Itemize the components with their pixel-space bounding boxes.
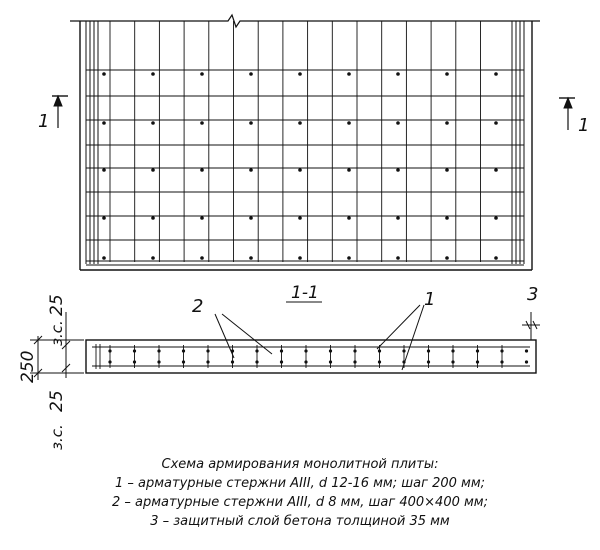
mesh-bar-dot	[102, 121, 106, 125]
section-bar-dot	[451, 349, 454, 352]
mesh-bar-dot	[151, 72, 155, 76]
mesh-bar-dot	[347, 72, 351, 76]
mesh-bar-dot	[151, 256, 155, 260]
mesh-bar-dot	[102, 72, 106, 76]
mesh-bar-dot	[347, 256, 351, 260]
section-bar-dot	[402, 349, 405, 352]
section-bar-dot	[427, 360, 430, 363]
mesh-bar-dot	[347, 121, 351, 125]
mesh-bar-dot	[249, 216, 253, 220]
section-bar-dot	[500, 360, 503, 363]
mesh-bar-dot	[200, 168, 204, 172]
section-bar-dot	[427, 349, 430, 352]
section-bar-dot	[255, 349, 258, 352]
section-bar-dot	[231, 360, 234, 363]
slab-section	[86, 305, 540, 373]
mesh-bar-dot	[298, 216, 302, 220]
callout-2-label: 2	[192, 296, 204, 317]
section-bar-dot	[353, 360, 356, 363]
dim-cover-top: 25	[47, 294, 67, 316]
section-title: 1-1	[291, 283, 319, 303]
callout-3-label: 3	[527, 284, 539, 305]
mesh-bar-dot	[200, 121, 204, 125]
section-bar-dot	[255, 360, 258, 363]
section-bar-dot	[304, 349, 307, 352]
mesh-bar-dot	[200, 256, 204, 260]
mesh-bar-dot	[151, 121, 155, 125]
mesh-bar-dot	[396, 168, 400, 172]
dim-thickness: 250	[18, 350, 38, 383]
leader-1b	[402, 305, 424, 370]
mesh-bar-dot	[249, 72, 253, 76]
section-bars	[96, 344, 528, 369]
mesh-bar-dot	[151, 216, 155, 220]
section-marker-right-label: 1	[578, 115, 590, 136]
section-bar-dot	[476, 349, 479, 352]
section-bar-dot	[157, 349, 160, 352]
mesh-bar-dot	[494, 121, 498, 125]
mesh-bar-dot	[249, 256, 253, 260]
section-bar-dot	[329, 360, 332, 363]
caption-title: Схема армирования монолитной плиты:	[161, 457, 439, 472]
caption-item-3: 3 – защитный слой бетона толщиной 35 мм	[150, 514, 450, 529]
mesh-bar-dot	[494, 216, 498, 220]
caption	[0, 455, 600, 531]
mesh-bar-dot	[494, 168, 498, 172]
mesh-bar-dot	[347, 216, 351, 220]
mesh-bar-dot	[102, 216, 106, 220]
plan-mesh	[86, 21, 524, 265]
break-line	[70, 15, 540, 27]
mesh-bar-dot	[494, 256, 498, 260]
caption-item-2: 2 – арматурные стержни AIII, d 8 мм, шаг 400×400 мм;	[112, 495, 488, 510]
mesh-bar-dot	[396, 72, 400, 76]
section-bar-dot	[108, 349, 111, 352]
mesh-bar-dot	[200, 72, 204, 76]
mesh-bar-dot	[298, 168, 302, 172]
mesh-bar-dot	[249, 121, 253, 125]
mesh-bar-dot	[298, 121, 302, 125]
section-bar-dot	[378, 349, 381, 352]
section-bar-dot	[206, 360, 209, 363]
mesh-bar-dot	[298, 256, 302, 260]
section-bar-dot	[133, 360, 136, 363]
slab-section-outline	[86, 340, 536, 373]
section-bar-dot	[500, 349, 503, 352]
leader-1a	[377, 305, 420, 349]
section-marker-left	[52, 96, 68, 128]
section-bar-dot	[108, 360, 111, 363]
mesh-bar-dot	[445, 72, 449, 76]
mesh-bar-dot	[445, 121, 449, 125]
mesh-bar-dot	[200, 216, 204, 220]
dim-cover-top-label: з.с.	[48, 320, 66, 346]
mesh-bar-dot	[396, 121, 400, 125]
callout-1-label: 1	[424, 289, 436, 310]
section-bar-dot	[206, 349, 209, 352]
mesh-bar-dot	[445, 168, 449, 172]
mesh-bar-dot	[102, 168, 106, 172]
caption-item-1: 1 – арматурные стержни AIII, d 12-16 мм; шаг 200 мм;	[114, 476, 486, 491]
section-bar-dot	[133, 349, 136, 352]
mesh-bar-dot	[102, 256, 106, 260]
section-bar-dot	[280, 349, 283, 352]
mesh-bar-dot	[151, 168, 155, 172]
mesh-bar-dot	[494, 72, 498, 76]
section-bar-dot	[353, 349, 356, 352]
section-bar-dot	[157, 360, 160, 363]
mesh-bar-dot	[396, 256, 400, 260]
section-bar-dot	[182, 349, 185, 352]
dim-cover-bottom: 25	[47, 390, 67, 412]
section-marker-right	[559, 98, 575, 130]
slab-plan	[70, 15, 540, 270]
mesh-bar-dot	[396, 216, 400, 220]
leader-2a	[215, 314, 234, 358]
section-bar-dot	[304, 360, 307, 363]
mesh-bar-dot	[445, 216, 449, 220]
section-bar-dot	[525, 360, 528, 363]
mesh-bar-dot	[298, 72, 302, 76]
mesh-bar-dot	[445, 256, 449, 260]
dim-cover-bottom-label: з.с.	[48, 424, 66, 450]
section-bar-dot	[525, 349, 528, 352]
section-bar-dot	[476, 360, 479, 363]
mesh-bar-dot	[249, 168, 253, 172]
section-marker-left-label: 1	[38, 111, 50, 132]
section-bar-dot	[451, 360, 454, 363]
mesh-bar-dot	[347, 168, 351, 172]
section-bar-dot	[329, 349, 332, 352]
section-bar-dot	[378, 360, 381, 363]
section-bar-dot	[182, 360, 185, 363]
section-bar-dot	[280, 360, 283, 363]
